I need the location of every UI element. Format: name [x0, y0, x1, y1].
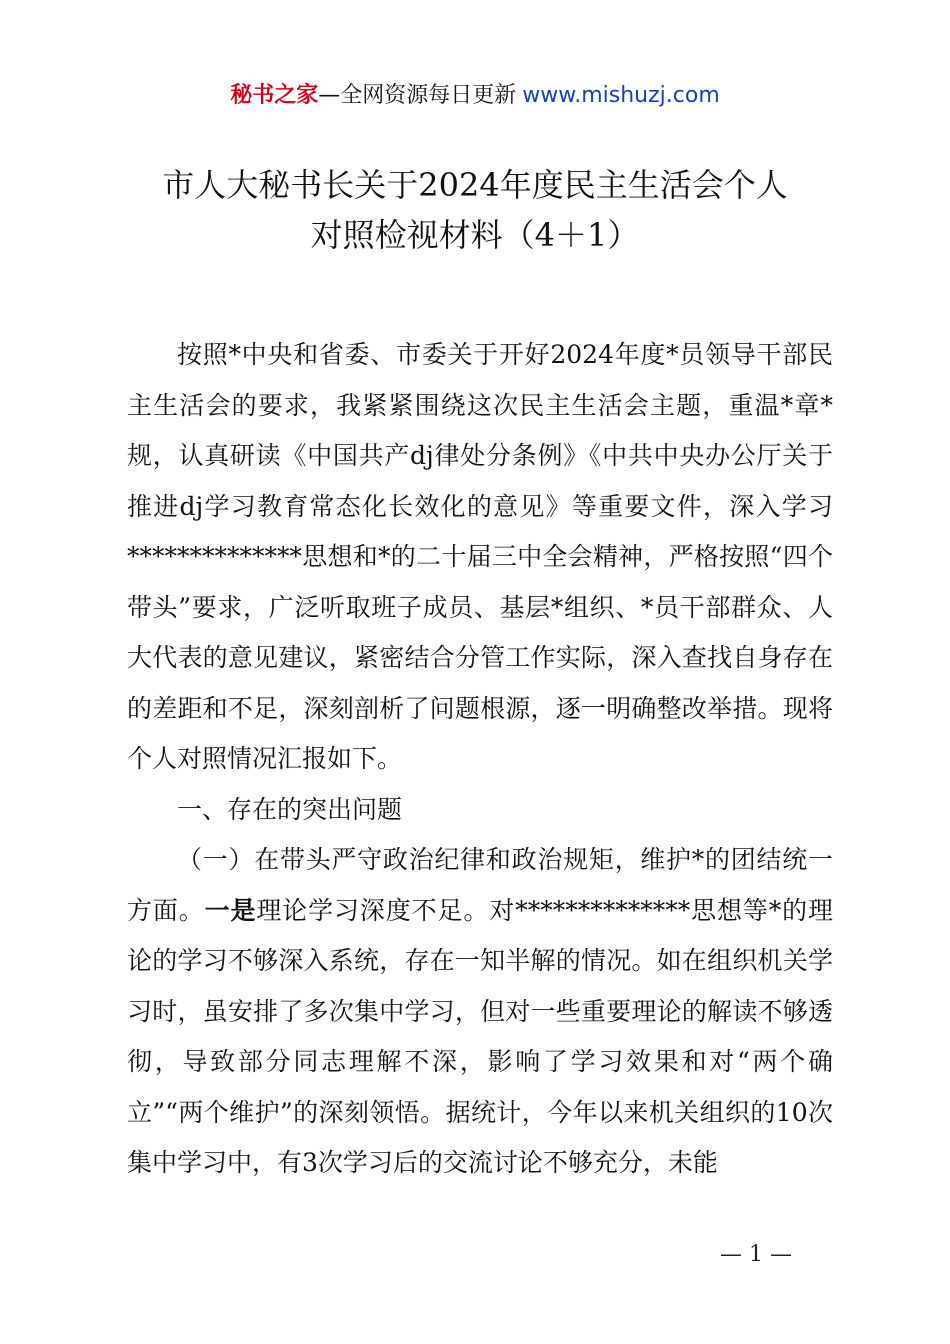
site-url-link[interactable]: www.mishuzj.com	[522, 83, 720, 108]
subsection-lead: （一）在带头严守政治纪律和政治规矩，维护*的团结统一方面。	[127, 845, 833, 925]
subsection-paragraph-1	[127, 835, 833, 1189]
document-body	[127, 330, 833, 1189]
site-header	[0, 80, 950, 112]
intro-paragraph: 按照*中央和省委、市委关于开好2024年度*员领导干部民主生活会的要求，我紧紧围绕这次民主生活会主题，重温*章*规，认真研读《中国共产dj律处分条例》《中共中央办公厅关于推进dj学习教育常态化长效化的意见》等重要文件，深入学习**************思想和*的二十届三中全会精神，严格按照“四个带头”要求，广泛听取班子成员、基层*组织、*员干部群众、人大代表的意见建议，紧密结合分管工作实际，深入查找自身存在的差距和不足，深刻剖析了问题根源，逐一明确整改举措。现将个人对照情况汇报如下。	[127, 340, 833, 773]
subsection-text: 理论学习深度不足。对**************思想等*的理论的学习不够深入系统，存在一知半解的情况。如在组织机关学习时，虽安排了多次集中学习，但对一些重要理论的解读不够透彻，导致部分同志理解不深，影响了学习效果和对“两个确立”“两个维护”的深刻领悟。据统计，今年以来机关组织的10次集中学习中，有3次学习后的交流讨论不够充分，未能	[127, 895, 833, 1177]
section-heading-1: 一、存在的突出问题	[177, 794, 403, 824]
point-marker-bold: 一是	[204, 895, 257, 925]
document-title	[60, 160, 890, 260]
header-slogan: 全网资源每日更新	[340, 83, 517, 108]
page-number: — 1 —	[720, 1242, 792, 1267]
brand-name: 秘书之家	[230, 83, 319, 108]
title-line-2: 对照检视材料（4＋1）	[310, 216, 640, 254]
header-dash: —	[318, 83, 341, 108]
title-line-1: 市人大秘书长关于2024年度民主生活会个人	[162, 166, 788, 204]
